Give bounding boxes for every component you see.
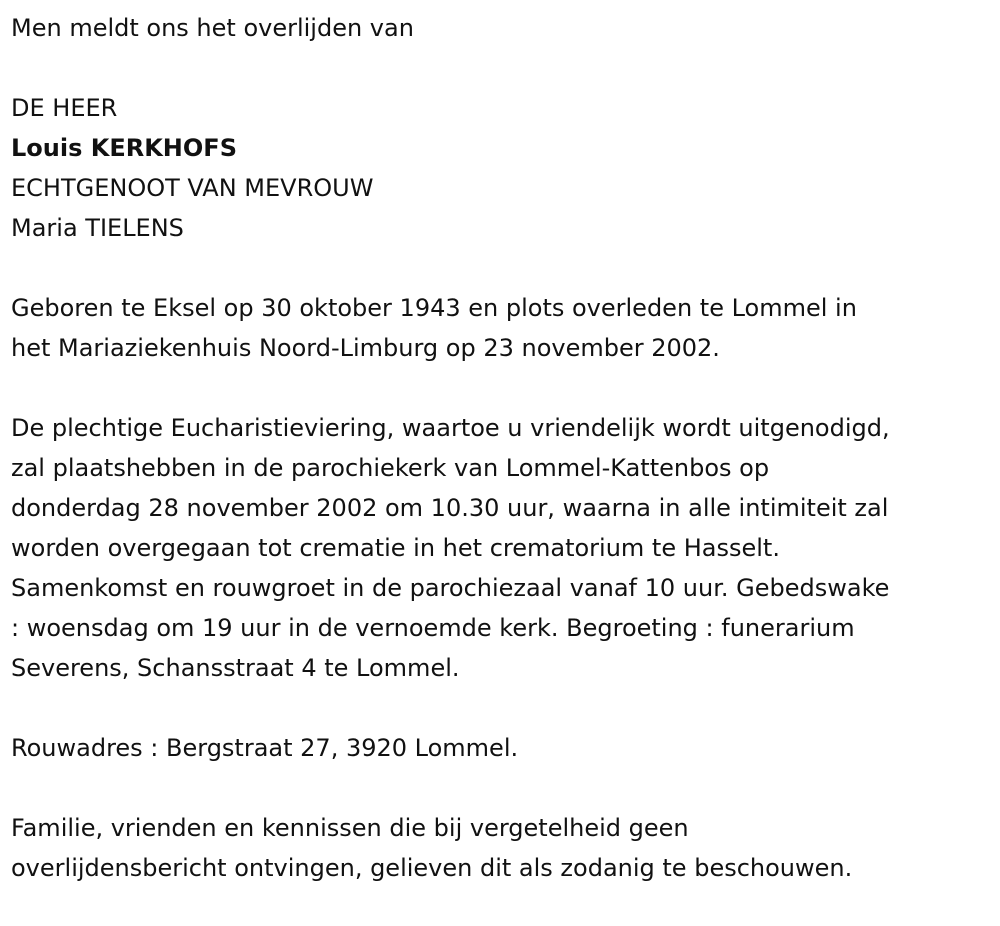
honorific-title: DE HEER <box>11 94 118 122</box>
spouse-name: Maria TIELENS <box>11 214 184 242</box>
paragraph-line: De plechtige Eucharistieviering, waartoe u vriendelijk wordt uitgenodigd, <box>11 414 890 442</box>
paragraph-line: overlijdensbericht ontvingen, gelieven dit als zodanig te beschouwen. <box>11 854 853 882</box>
spacer <box>11 368 1000 408</box>
paragraph-line: Samenkomst en rouwgroet in de parochiezaal vanaf 10 uur. Gebedswake <box>11 574 890 602</box>
paragraph-line: : woensdag om 19 uur in de vernoemde kerk. Begroeting : funerarium <box>11 614 855 642</box>
intro-text: Men meldt ons het overlijden van <box>11 14 414 42</box>
deceased-name: Louis KERKHOFS <box>11 134 237 162</box>
spacer <box>11 688 1000 728</box>
birth-death-paragraph <box>11 288 1000 368</box>
paragraph-line: donderdag 28 november 2002 om 10.30 uur, waarna in alle intimiteit zal <box>11 494 889 522</box>
spouse-label: ECHTGENOOT VAN MEVROUW <box>11 174 374 202</box>
mourning-address: Rouwadres : Bergstraat 27, 3920 Lommel. <box>11 734 519 762</box>
paragraph-line: zal plaatshebben in de parochiekerk van Lommel-Kattenbos op <box>11 454 770 482</box>
paragraph-line: worden overgegaan tot crematie in het crematorium te Hasselt. <box>11 534 780 562</box>
ceremony-paragraph <box>11 408 1000 688</box>
spacer <box>11 48 1000 88</box>
paragraph-line: Familie, vrienden en kennissen die bij vergetelheid geen <box>11 814 689 842</box>
spacer <box>11 248 1000 288</box>
spacer <box>11 768 1000 808</box>
paragraph-line: Severens, Schansstraat 4 te Lommel. <box>11 654 460 682</box>
closing-paragraph <box>11 808 1000 888</box>
paragraph-line: Geboren te Eksel op 30 oktober 1943 en plots overleden te Lommel in <box>11 294 857 322</box>
paragraph-line: het Mariaziekenhuis Noord-Limburg op 23 november 2002. <box>11 334 720 362</box>
